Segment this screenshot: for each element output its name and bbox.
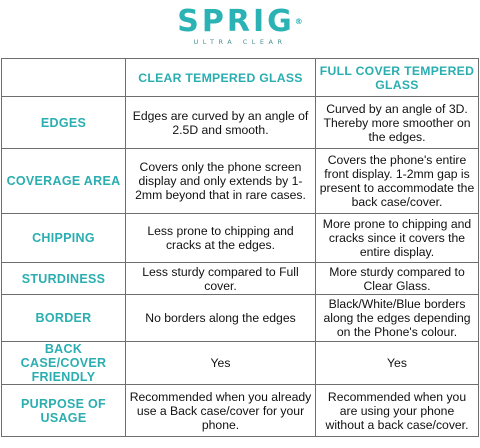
cell-clear-sturdiness: Less sturdy compared to Full cover. bbox=[126, 263, 316, 295]
cell-full-purpose-of-usage: Recommended when you are using your phone without a back case/cover. bbox=[316, 385, 479, 437]
row-label-purpose-of-usage: PURPOSE OF USAGE bbox=[2, 385, 126, 437]
row-label-border: BORDER bbox=[2, 295, 126, 342]
row-label-back-case-friendly: BACK CASE/COVER FRIENDLY bbox=[2, 342, 126, 385]
table-row bbox=[2, 385, 479, 437]
cell-clear-chipping: Less prone to chipping and cracks at the edges. bbox=[126, 214, 316, 263]
table-row bbox=[2, 295, 479, 342]
cell-full-back-case-friendly: Yes bbox=[316, 342, 479, 385]
cell-full-sturdiness: More sturdy compared to Clear Glass. bbox=[316, 263, 479, 295]
brand-tagline: ULTRA CLEAR bbox=[193, 38, 287, 46]
brand-logo-text: SPRIG bbox=[177, 4, 295, 39]
table-row bbox=[2, 149, 479, 214]
table-row bbox=[2, 97, 479, 149]
row-label-coverage-area: COVERAGE AREA bbox=[2, 149, 126, 214]
cell-full-coverage-area: Covers the phone's entire front display. 1-2mm gap is present to accommodate the back case/cover. bbox=[316, 149, 479, 214]
comparison-table bbox=[1, 58, 479, 437]
cell-clear-coverage-area: Covers only the phone screen display and only extends by 1-2mm beyond that in rare cases. bbox=[126, 149, 316, 214]
cell-clear-edges: Edges are curved by an angle of 2.5D and smooth. bbox=[126, 97, 316, 149]
row-label-chipping: CHIPPING bbox=[2, 214, 126, 263]
cell-clear-back-case-friendly: Yes bbox=[126, 342, 316, 385]
cell-full-edges: Curved by an angle of 3D. Thereby more smoother on the edges. bbox=[316, 97, 479, 149]
table-header-row bbox=[2, 59, 479, 97]
column-header-full: FULL COVER TEMPERED GLASS bbox=[316, 59, 479, 97]
cell-full-chipping: More prone to chipping and cracks since it covers the entire display. bbox=[316, 214, 479, 263]
brand-logo bbox=[0, 6, 480, 38]
cell-clear-purpose-of-usage: Recommended when you already use a Back case/cover for your phone. bbox=[126, 385, 316, 437]
row-label-sturdiness: STURDINESS bbox=[2, 263, 126, 295]
table-row bbox=[2, 342, 479, 385]
table-corner-cell bbox=[2, 59, 126, 97]
registered-mark: ® bbox=[294, 17, 303, 26]
table-row bbox=[2, 214, 479, 263]
column-header-clear: CLEAR TEMPERED GLASS bbox=[126, 59, 316, 97]
brand-header bbox=[0, 0, 480, 57]
table-row bbox=[2, 263, 479, 295]
cell-full-border: Black/White/Blue borders along the edges depending on the Phone's colour. bbox=[316, 295, 479, 342]
row-label-edges: EDGES bbox=[2, 97, 126, 149]
cell-clear-border: No borders along the edges bbox=[126, 295, 316, 342]
